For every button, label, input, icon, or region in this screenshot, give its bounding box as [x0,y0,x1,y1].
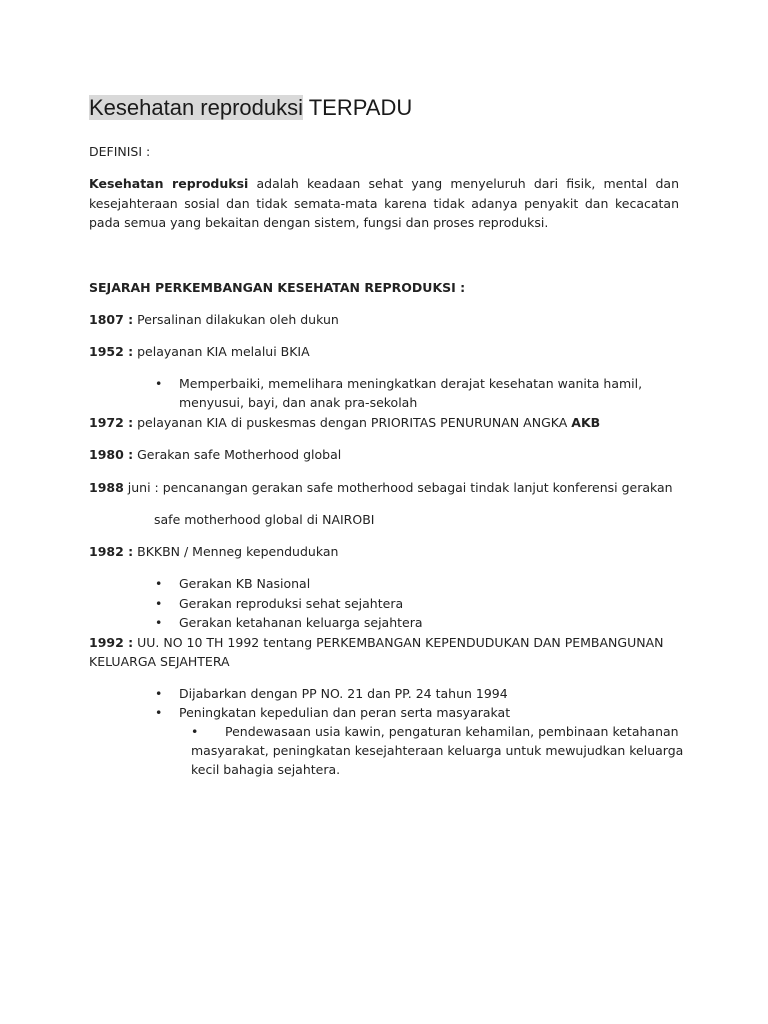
entry-1992-line2: KELUARGA SEJAHTERA [89,654,230,669]
title-rest: TERPADU [303,95,413,120]
bullet-icon: • [191,724,199,739]
entry-1807 [89,310,339,329]
entry-text: Gerakan safe Motherhood global [133,447,342,462]
entry-year: 1982 : [89,544,134,559]
bullet-icon: • [155,376,163,391]
definition-term: Kesehatan reproduksi [89,176,249,191]
entry-text: pelayanan KIA melalui BKIA [133,344,310,359]
entry-year: 1972 : [89,415,134,430]
list-item-text: Gerakan reproduksi sehat sejahtera [179,596,404,611]
list-item-continuation: menyusui, bayi, dan anak pra-sekolah [179,395,418,410]
bullet-icon: • [155,686,163,701]
bullet-icon: • [155,615,163,630]
sejarah-heading: SEJARAH PERKEMBANGAN KESEHATAN REPRODUKSI : [89,280,466,295]
bullet-icon: • [155,576,163,591]
list-item [155,374,642,393]
page-title [89,93,412,123]
entry-1982 [89,542,338,561]
entry-year: 1807 : [89,312,134,327]
definisi-label: DEFINISI : [89,144,151,159]
list-item [155,703,510,722]
list-item [155,574,310,593]
definition-paragraph [89,174,679,233]
entry-year: 1980 : [89,447,134,462]
entry-bold-end: AKB [571,415,601,430]
list-item-text: Gerakan KB Nasional [179,576,311,591]
list-item [155,594,403,613]
entry-year: 1992 : [89,635,134,650]
entry-year: 1988 [89,480,124,495]
title-highlighted: Kesehatan reproduksi [89,95,304,120]
entry-1992 [89,633,664,652]
entry-1972 [89,413,600,432]
entry-1952 [89,342,310,361]
sub-list-item-continuation: kecil bahagia sejahtera. [191,762,341,777]
definition-text: adalah keadaan sehat yang menyeluruh dari fisik, mental dan kesejahteraan sosial dan tidak semata-mata karena tidak adanya penyakit dan kecacatan pada semua yang bekaitan dengan sistem, fungsi dan proses reproduksi. [89,176,679,230]
list-item-text: Memperbaiki, memelihara meningkatkan derajat kesehatan wanita hamil, [179,376,643,391]
entry-1988-continuation: safe motherhood global di NAIROBI [154,512,375,527]
bullet-icon: • [155,596,163,611]
sub-list-item-text: Pendewasaan usia kawin, pengaturan kehamilan, pembinaan ketahanan [225,724,679,739]
entry-year: 1952 : [89,344,134,359]
sub-list-item-continuation: masyarakat, peningkatan kesejahteraan keluarga untuk mewujudkan keluarga [191,743,684,758]
list-item-text: Peningkatan kepedulian dan peran serta masyarakat [179,705,511,720]
list-item-text: Dijabarkan dengan PP NO. 21 dan PP. 24 tahun 1994 [179,686,508,701]
list-item [155,613,423,632]
entry-text: Persalinan dilakukan oleh dukun [133,312,339,327]
sub-list-item [191,722,679,741]
entry-text: UU. NO 10 TH 1992 tentang PERKEMBANGAN KEPENDUDUKAN DAN PEMBANGUNAN [133,635,664,650]
bullet-icon: • [155,705,163,720]
list-item-text: Gerakan ketahanan keluarga sejahtera [179,615,423,630]
list-item [155,684,508,703]
entry-text: BKKBN / Menneg kependudukan [133,544,339,559]
entry-1988 [89,478,673,497]
entry-text: juni : pencanangan gerakan safe motherhood sebagai tindak lanjut konferensi gerakan [123,480,673,495]
entry-1980 [89,445,341,464]
entry-text: pelayanan KIA di puskesmas dengan PRIORITAS PENURUNAN ANGKA [133,415,572,430]
